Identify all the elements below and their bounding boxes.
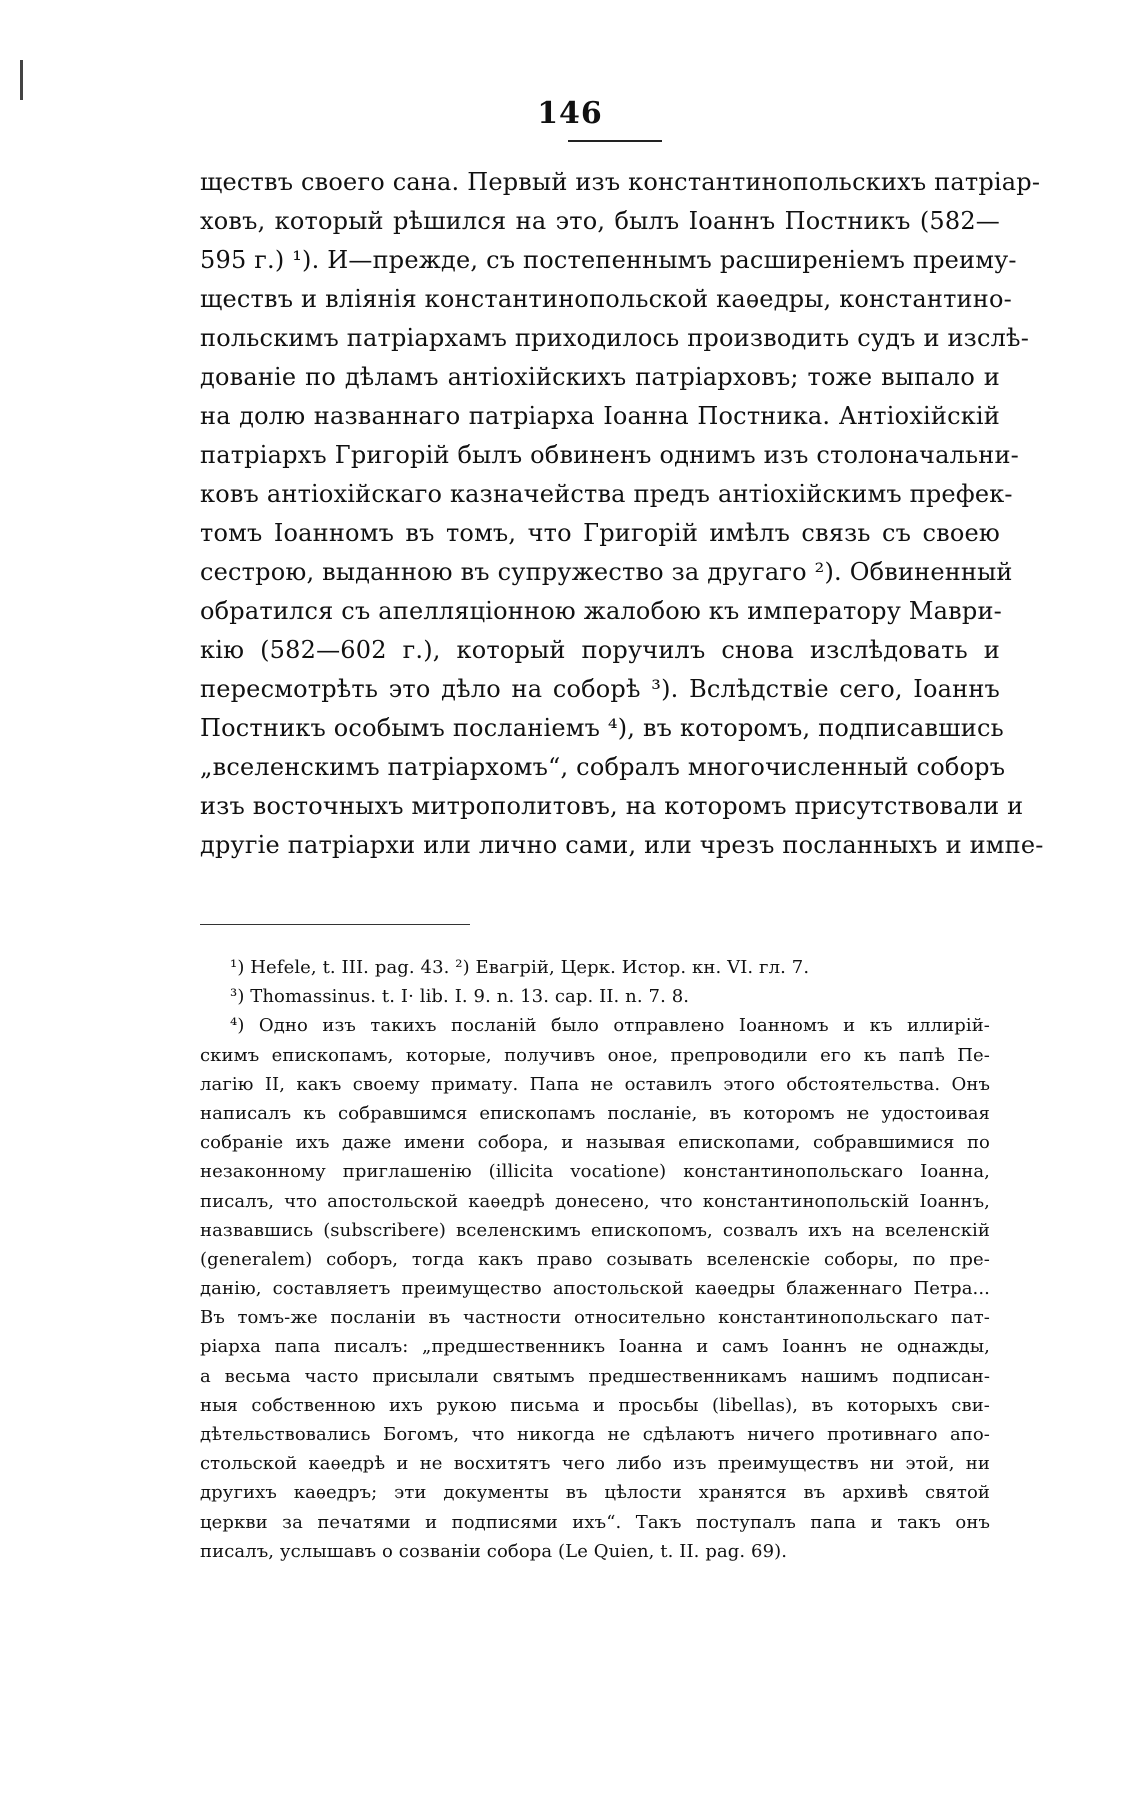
- footnote-line: написалъ къ собравшимся епископамъ посланіе, въ которомъ не удостоивая: [200, 1102, 990, 1124]
- footnote-line: (generalem) соборъ, тогда какъ право созывать вселенскіе соборы, по пре-: [200, 1248, 990, 1270]
- body-line: сестрою, выданною въ супружество за другаго ²). Обвиненный: [200, 558, 1013, 586]
- footnote-line: данію, составляетъ преимущество апостольской каѳедры блаженнаго Петра...: [200, 1278, 990, 1300]
- footnote-line: ³) Thomassinus. t. I· lib. I. 9. n. 13. cap. II. n. 7. 8.: [230, 986, 690, 1008]
- footnotes: [200, 953, 990, 1566]
- footnote-line: ріарха папа писалъ: „предшественникъ Іоанна и самъ Іоаннъ не однажды,: [200, 1336, 990, 1358]
- body-line: ковъ антіохійскаго казначейства предъ антіохійскимъ префек-: [200, 480, 1013, 508]
- page-number: 146: [537, 96, 603, 131]
- body-line: патріархъ Григорій былъ обвиненъ однимъ изъ столоначальни-: [200, 441, 1019, 469]
- footnote-line: ¹) Hefele, t. III. pag. 43. ²) Евагрій, Церк. Истор. кн. VI. гл. 7.: [230, 957, 810, 978]
- footnote-line: церкви за печатями и подписями ихъ“. Такъ поступалъ папа и такъ онъ: [200, 1511, 990, 1533]
- left-margin-mark: [20, 60, 23, 100]
- footnote-line: Въ томъ-же посланіи въ частности относительно константинопольскаго пат-: [200, 1307, 990, 1329]
- body-line: на долю названнаго патріарха Іоанна Постника. Антіохійскій: [200, 402, 1000, 430]
- footnote-line: ныя собственною ихъ рукою письма и просьбы (libellas), въ которыхъ сви-: [200, 1394, 990, 1416]
- body-line: томъ Іоанномъ въ томъ, что Григорій имѣлъ связь съ своею: [200, 519, 1000, 547]
- body-line: изъ восточныхъ митрополитовъ, на которомъ присутствовали и: [200, 792, 1024, 820]
- footnote-line: писалъ, услышавъ о созваніи собора (Le Quien, t. II. pag. 69).: [200, 1540, 788, 1562]
- body-line: польскимъ патріархамъ приходилось производить судъ и изслѣ-: [200, 324, 1030, 352]
- body-line: ховъ, который рѣшился на это, былъ Іоаннъ Постникъ (582—: [200, 207, 1000, 235]
- body-line: пересмотрѣть это дѣло на соборѣ ³). Вслѣдствіе сего, Іоаннъ: [200, 675, 1000, 703]
- body-line: ществъ своего сана. Первый изъ константинопольскихъ патріар-: [200, 168, 1041, 196]
- body-line: ществъ и вліянія константинопольской каѳедры, константино-: [200, 285, 1012, 313]
- body-line: Постникъ особымъ посланіемъ ⁴), въ которомъ, подписавшись: [200, 714, 1004, 742]
- body-line: 595 г.) ¹). И—прежде, съ постепеннымъ расширеніемъ преиму-: [200, 246, 1017, 274]
- footnote-line: незаконному приглашенію (illicita vocatione) константинопольскаго Іоанна,: [200, 1161, 990, 1183]
- footnote-line: а весьма часто присылали святымъ предшественникамъ нашимъ подписан-: [200, 1365, 990, 1387]
- footnote-line: писалъ, что апостольской каѳедрѣ донесено, что константинопольскій Іоаннъ,: [200, 1190, 990, 1212]
- footnote-line: собраніе ихъ даже имени собора, и называя епископами, собравшимися по: [200, 1132, 990, 1154]
- footnote-line: скимъ епископамъ, которые, получивъ оное, препроводили его къ папѣ Пе-: [200, 1044, 990, 1066]
- body-line: дованіе по дѣламъ антіохійскихъ патріарховъ; тоже выпало и: [200, 363, 1000, 391]
- page-number-underline: [568, 140, 662, 142]
- footnote-line: другихъ каѳедръ; эти документы въ цѣлости хранятся въ архивѣ святой: [200, 1482, 990, 1504]
- footnote-line: дѣтельствовались Богомъ, что никогда не сдѣлаютъ ничего противнаго апо-: [200, 1424, 990, 1445]
- footnote-line: ⁴) Одно изъ такихъ посланій было отправлено Іоанномъ и къ иллирій-: [230, 1015, 990, 1037]
- footnote-line: лагію II, какъ своему примату. Папа не оставилъ этого обстоятельства. Онъ: [200, 1073, 990, 1095]
- body-line: кію (582—602 г.), который поручилъ снова изслѣдовать и: [200, 636, 1000, 664]
- footnote-line: назвавшись (subscribere) вселенскимъ епископомъ, созвалъ ихъ на вселенскій: [200, 1219, 990, 1241]
- body-line: „вселенскимъ патріархомъ“, собралъ многочисленный соборъ: [200, 753, 1006, 781]
- body-line: другіе патріархи или лично сами, или чрезъ посланныхъ и импе-: [200, 831, 1044, 859]
- footnote-line: стольской каѳедрѣ и не восхитятъ чего либо изъ преимуществъ ни этой, ни: [200, 1453, 990, 1475]
- footnote-separator: [200, 924, 470, 925]
- main-text: [200, 163, 1044, 865]
- body-line: обратился съ апелляціонною жалобою къ императору Маври-: [200, 597, 1002, 625]
